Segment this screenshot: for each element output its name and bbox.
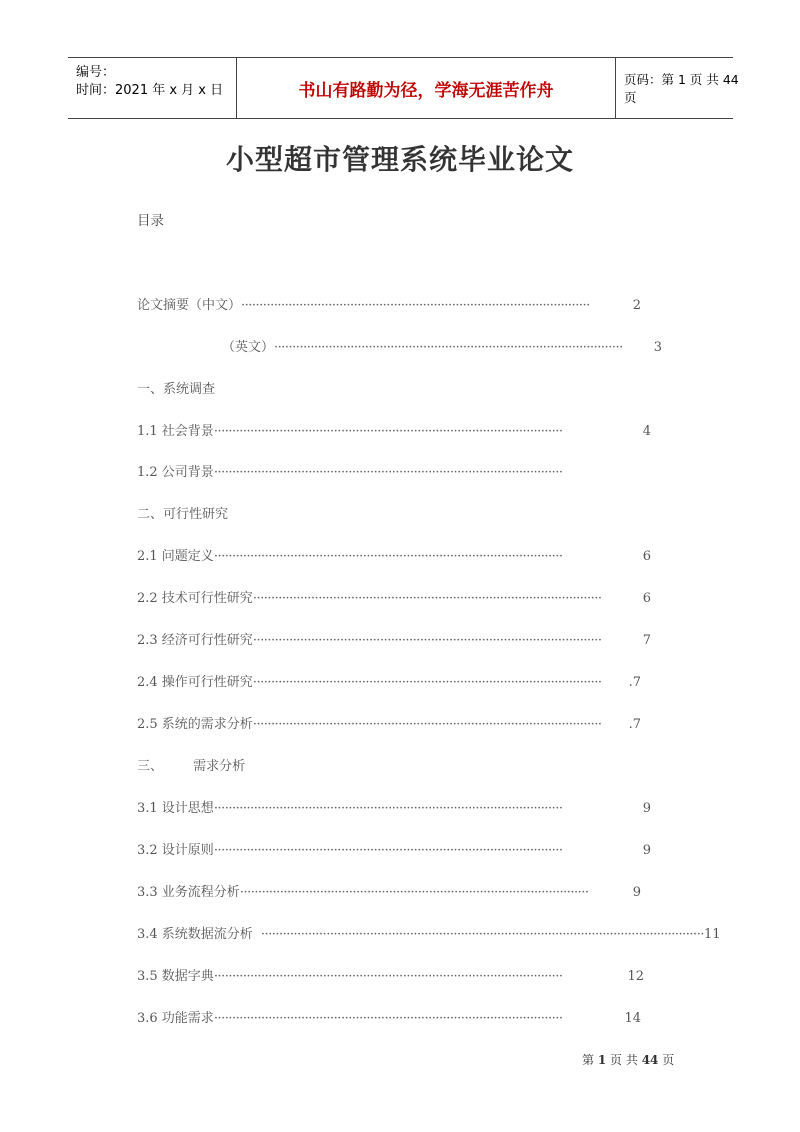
footer-prefix: 第 [582,1053,595,1067]
time-label: 时间：2021 年 x 月 x 日 [76,83,224,98]
toc-entry-label: 3.5 数据字典 [137,969,214,984]
document-title: 小型超市管理系统毕业论文 [225,143,574,176]
page-header [68,57,739,119]
toc-leader-dots: ································································································ [252,675,602,690]
toc-entry-label: 2.2 技术可行性研究 [137,591,253,606]
toc-entry-page: 9 [642,843,651,858]
toc-entry-page: 4 [642,424,651,439]
toc-leader-dots: ································································································ [213,1011,563,1026]
toc-entry-label: 2.3 经济可行性研究 [137,633,253,648]
toc-entry-page: 6 [642,549,651,564]
toc-entry-label: 3.2 设计原则 [137,843,214,858]
toc-entry-label: 3.1 设计思想 [137,801,214,816]
toc-leader-dots: ·························································································································· [260,927,704,942]
toc-entry-page: 14 [624,1011,641,1026]
toc-leader-dots: ································································································ [213,801,563,816]
toc-entry-page: .7 [628,675,641,690]
toc-section-heading: 二、可行性研究 [137,507,229,522]
toc-entry-page: 12 [627,969,644,984]
header-motto: 书山有路勤为径，学海无涯苦作舟 [298,80,554,101]
toc-entry-label: 1.2 公司背景 [137,465,214,480]
toc-entry-label: 3.6 功能需求 [137,1011,214,1026]
toc-entry-page: 11 [703,927,721,942]
toc-leader-dots: ································································································ [252,591,602,606]
toc-heading: 目录 [137,213,164,229]
toc-section-number: 三、 [137,759,164,774]
number-label: 编号： [76,65,116,80]
toc-entry-label: 2.1 问题定义 [137,549,214,564]
toc-leader-dots: ································································································ [252,717,602,732]
toc-entry [137,923,721,942]
toc-entry [137,294,641,313]
toc-entry [137,629,651,648]
toc-entry [137,671,641,690]
toc-entry-label: 3.4 系统数据流分析 [137,927,253,942]
toc-leader-dots: ································································································ [252,633,602,648]
toc-entry-page: 3 [653,340,662,355]
page-footer [582,1051,674,1068]
toc-entry-label: （英文） [222,340,275,355]
toc-leader-dots: ································································································ [213,969,563,984]
toc-entry-page: 2 [632,298,641,313]
toc-entry-page: 9 [642,801,651,816]
toc-entry-label: 2.5 系统的需求分析 [137,717,253,732]
toc-entry [137,713,641,732]
toc-section-text: 需求分析 [193,759,246,774]
toc-leader-dots: ································································································ [239,885,589,900]
footer-suffix: 页 [662,1053,675,1067]
toc-entry-label: 3.3 业务流程分析 [137,885,240,900]
toc-entry-page: 6 [642,591,651,606]
toc-entry-page: .7 [628,717,641,732]
toc-leader-dots: ································································································ [213,465,563,480]
toc-section-heading [137,755,245,774]
toc-leader-dots: ································································································ [241,298,590,313]
toc-entry [222,336,662,355]
footer-page-number: 1 [597,1053,607,1067]
toc-entry [137,587,651,606]
toc-entry-label: 1.1 社会背景 [137,424,214,439]
toc-entry-page: 9 [632,885,641,900]
toc-section-heading: 一、系统调查 [137,382,216,397]
header-page-info: 页码：第 1 页 共 44 页 [624,72,739,105]
toc-entry-label: 论文摘要（中文） [137,298,242,313]
toc-entry-label: 2.4 操作可行性研究 [137,675,253,690]
toc-leader-dots: ································································································ [213,424,563,439]
toc-leader-dots: ································································································ [213,549,563,564]
toc-entry [137,965,644,984]
toc-entry [137,881,641,900]
toc-entry-page: 7 [642,633,651,648]
footer-middle: 页 共 [610,1053,638,1067]
toc-entry [137,545,651,564]
footer-total-pages: 44 [641,1053,659,1067]
header-left-cell [68,58,236,118]
toc-leader-dots: ································································································ [274,340,623,355]
toc-entry [137,1007,641,1026]
toc-entry [137,839,651,858]
toc-entry [137,420,651,439]
toc-entry [137,461,641,480]
toc-leader-dots: ································································································ [213,843,563,858]
toc-entry [137,797,651,816]
